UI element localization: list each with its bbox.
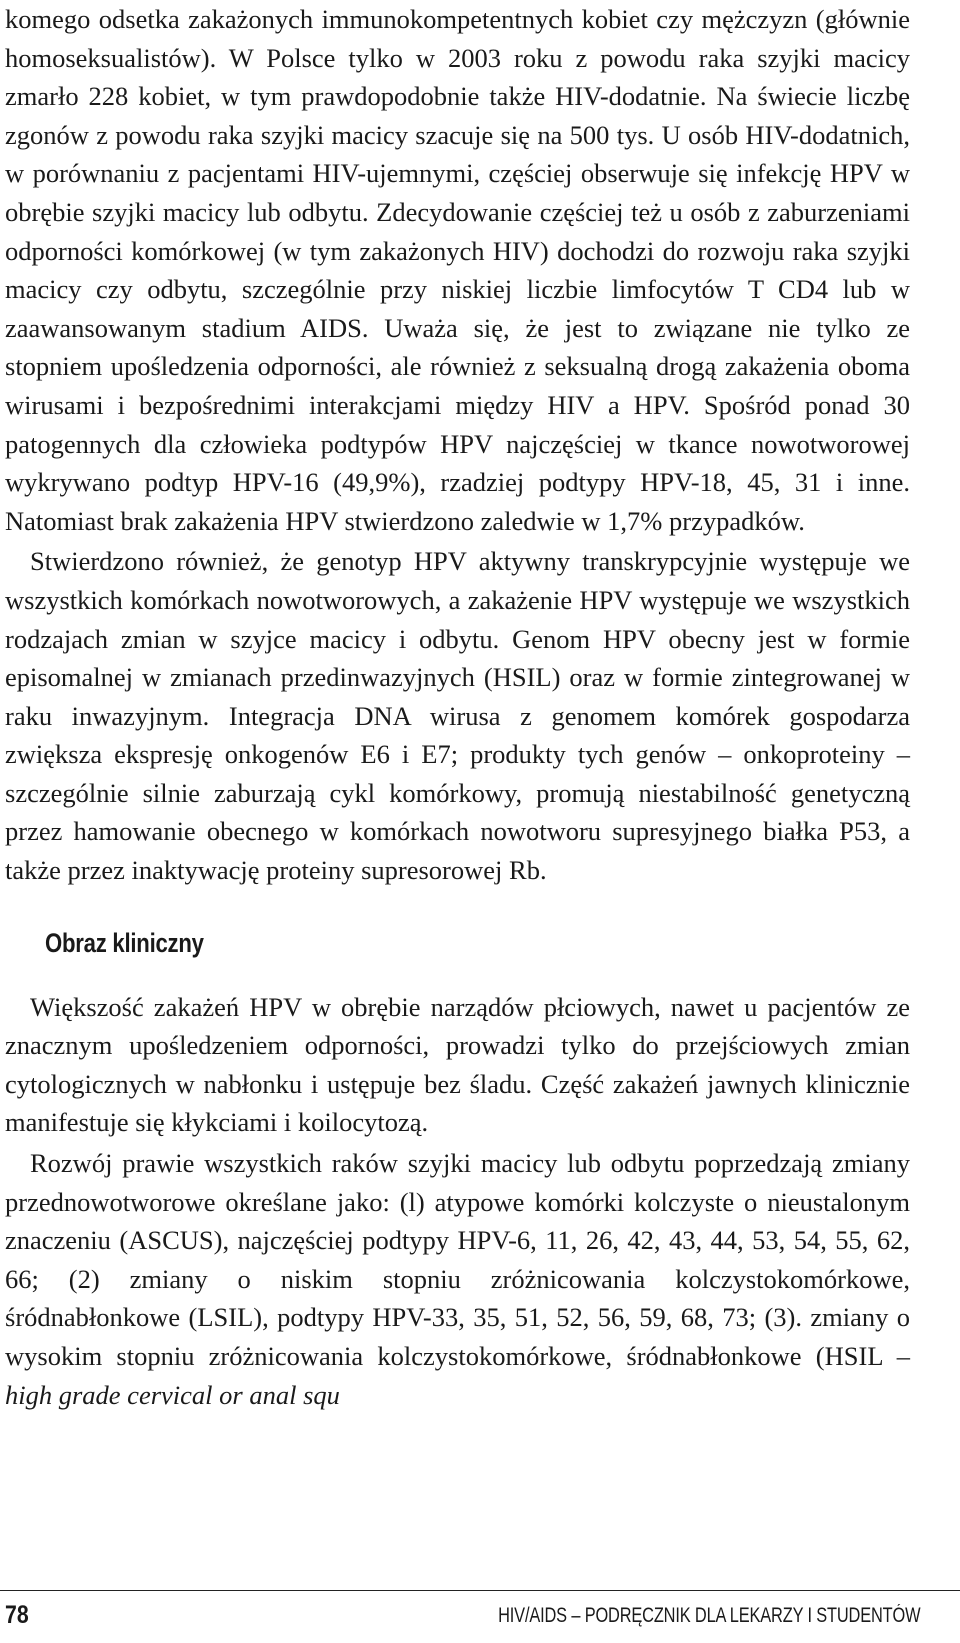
paragraph-precancerous-text: Rozwój prawie wszystkich raków szyjki macicy lub odbytu poprzedzają zmiany przednowotworowe określane jako: (l) atypowe komórki kolczyste o nieustalonym znaczeniu (ASCUS), najczęściej podtypy HPV-6, 11, 26, 42, 43, 44, 53, 54, 55, 62, 66; (2) zmiany o niskim stopniu zróżnicowania kolczystokomórkowe, śródnabłonkowe (LSIL), podtypy HPV-33, 35, 51, 52, 56, 59, 68, 73; (3). zmiany o wysokim stopniu zróżnicowania kolczystokomórkowe, śródnabłonkowe (HSIL – <box>5 1148 910 1371</box>
paragraph-precancerous-changes <box>5 1144 910 1414</box>
paragraph-clinical-infections: Większość zakażeń HPV w obrębie narządów płciowych, nawet u pacjentów ze znacznym upośledzeniem odporności, prowadzi tylko do przejściowych zmian cytologicznych w nabłonku i ustępuje bez śladu. Część zakażeń jawnych klinicznie manifestuje się kłykciami i koilocytozą. <box>5 991 910 1138</box>
running-title: HIV/AIDS – PODRĘCZNIK DLA LEKARZY I STUDENTÓW <box>497 1604 920 1627</box>
paragraph-hpv-genotype: Stwierdzono również, że genotyp HPV aktywny transkrypcyjnie występuje we wszystkich komórkach nowotworowych, a zakażenie HPV występuje we wszystkich rodzajach zmian w szyjce macicy i odbytu. Genom HPV obecny jest w formie episomalnej w zmianach przedinwazyjnych (HSIL) oraz w formie zintegrowanej w raku inwazyjnym. Integracja DNA wirusa z genomem komórek gospodarza zwiększa ekspresję onkogenów E6 i E7; produkty tych genów – onkoproteiny – szczególnie silnie zaburzają cykl komórkowy, promują niestabilność genetyczną przez hamowanie obecnego w komórkach nowotworu supresyjnego białka P53, a także przez inaktywację proteiny supresorowej Rb. <box>5 546 910 886</box>
page-footer <box>0 1590 960 1643</box>
paragraph-precancerous-italic: high grade cervical or anal squ <box>5 1379 340 1410</box>
section-heading: Obraz kliniczny <box>45 927 204 958</box>
paragraph-hiv-hpv-cervical-cancer: komego odsetka zakażonych immunokompetentnych kobiet czy mężczyzn (głównie homoseksualistów). W Polsce tylko w 2003 roku z powodu raka szyjki macicy zmarło 228 kobiet, w tym prawdopodobnie także HIV-dodatnie. Na świecie liczbę zgonów z powodu raka szyjki macicy szacuje się na 500 tys. U osób HIV-dodatnich, w porównaniu z pacjentami HIV-ujemnymi, częściej obserwuje się infekcję HPV w obrębie szyjki macicy lub odbytu. Zdecydowanie częściej też u osób z zaburzeniami odporności komórkowej (w tym zakażonych HIV) dochodzi do rozwoju raka szyjki macicy czy odbytu, szczególnie przy niskiej liczbie limfocytów T CD4 lub w zaawansowanym stadium AIDS. Uważa się, że jest to związane nie tylko ze stopniem upośledzenia odporności, ale również z seksualną drogą zakażenia oboma wirusami i bezpośrednimi interakcjami między HIV a HPV. Spośród ponad 30 patogennych dla człowieka podtypów HPV najczęściej w tkance nowotworowej wykrywano podtyp HPV-16 (49,9%), rzadziej podtypy HPV-18, 45, 31 i inne. Natomiast brak zakażenia HPV stwierdzono zaledwie w 1,7% przypadków. <box>5 4 910 536</box>
text-column <box>5 0 910 1414</box>
page-number: 78 <box>5 1601 29 1629</box>
footer-divider <box>0 1590 960 1591</box>
